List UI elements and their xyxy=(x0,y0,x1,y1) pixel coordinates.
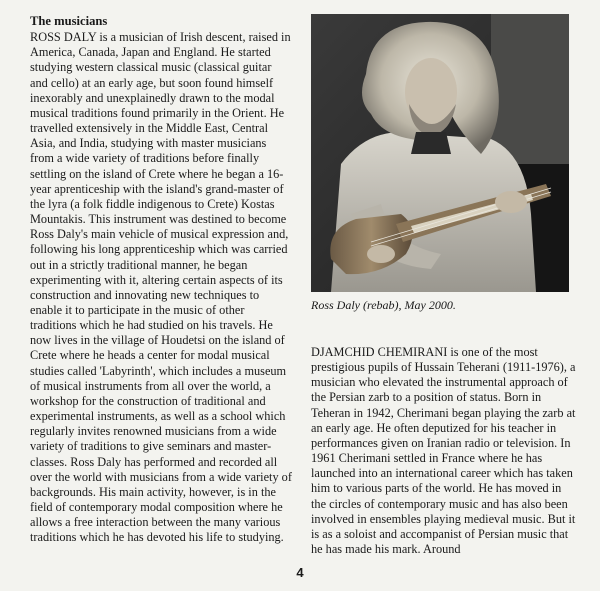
right-column xyxy=(311,345,579,557)
section-heading: The musicians xyxy=(30,14,108,28)
djamchid-chemirani-biography: DJAMCHID CHEMIRANI is one of the most prestigious pupils of Hussain Teherani (1911-1976), a musician who elevated the instrumental approach of the Persian zarb to a position of status. Born in Teheran in 1942, Cherimani began playing the zarb at an early age. He often deputized for his teacher in performances given on Iranian radio or television. In 1961 Cherimani settled in France where he has launched into an international career which has taken him to various parts of the world. He has moved in the circles of contemporary music and has also been involved in ensembles playing medieval music. But it is as a soloist and accompanist of Persian music that he has made his mark. Around xyxy=(311,345,576,557)
photo-illustration xyxy=(311,14,569,292)
ross-daly-photo xyxy=(311,14,569,292)
left-column xyxy=(30,14,292,545)
page-number: 4 xyxy=(296,565,304,580)
photo-caption: Ross Daly (rebab), May 2000. xyxy=(311,298,456,312)
ross-daly-biography: ROSS DALY is a musician of Irish descent, raised in America, Canada, Japan and England. He started studying western classical music (classical guitar and cello) at an early age, but soon found himself inexorably and unexplainedly drawn to the modal musical traditions found primarily in the Orient. He travelled extensively in the Middle East, Central Asia, and India, studying with master musicians from a wide variety of traditions before finally settling on the island of Crete where he began a 16-year aprenticeship with the island's grand-master of the lyra (a folk fiddle indigenous to Crete) Kostas Mountakis. This instrument was destined to become Ross Daly's main vehicle of musical expression and, following his long apprenticeship which was carried out in a strictly traditional manner, he began experimenting with it, altering certain aspects of its construction and innovating new techniques to enable it to participate in the music of other traditions which he had studied on his travels. He now lives in the village of Houdetsi on the island of Crete where he heads a center for modal musical studies called 'Labyrinth', which includes a museum of musical instruments from all over the world, a workshop for the construction of traditional and experimental instruments, as well as a school which regularly invites renowned musicians from a wide variety of traditions to give seminars and master-classes. Ross Daly has performed and recorded all over the world with musicians from a wide variety of backgrounds. His main activity, however, is in the field of contemporary modal composition where he allows a free interaction between the many various traditions which he has devoted his life to studying. xyxy=(30,30,292,545)
